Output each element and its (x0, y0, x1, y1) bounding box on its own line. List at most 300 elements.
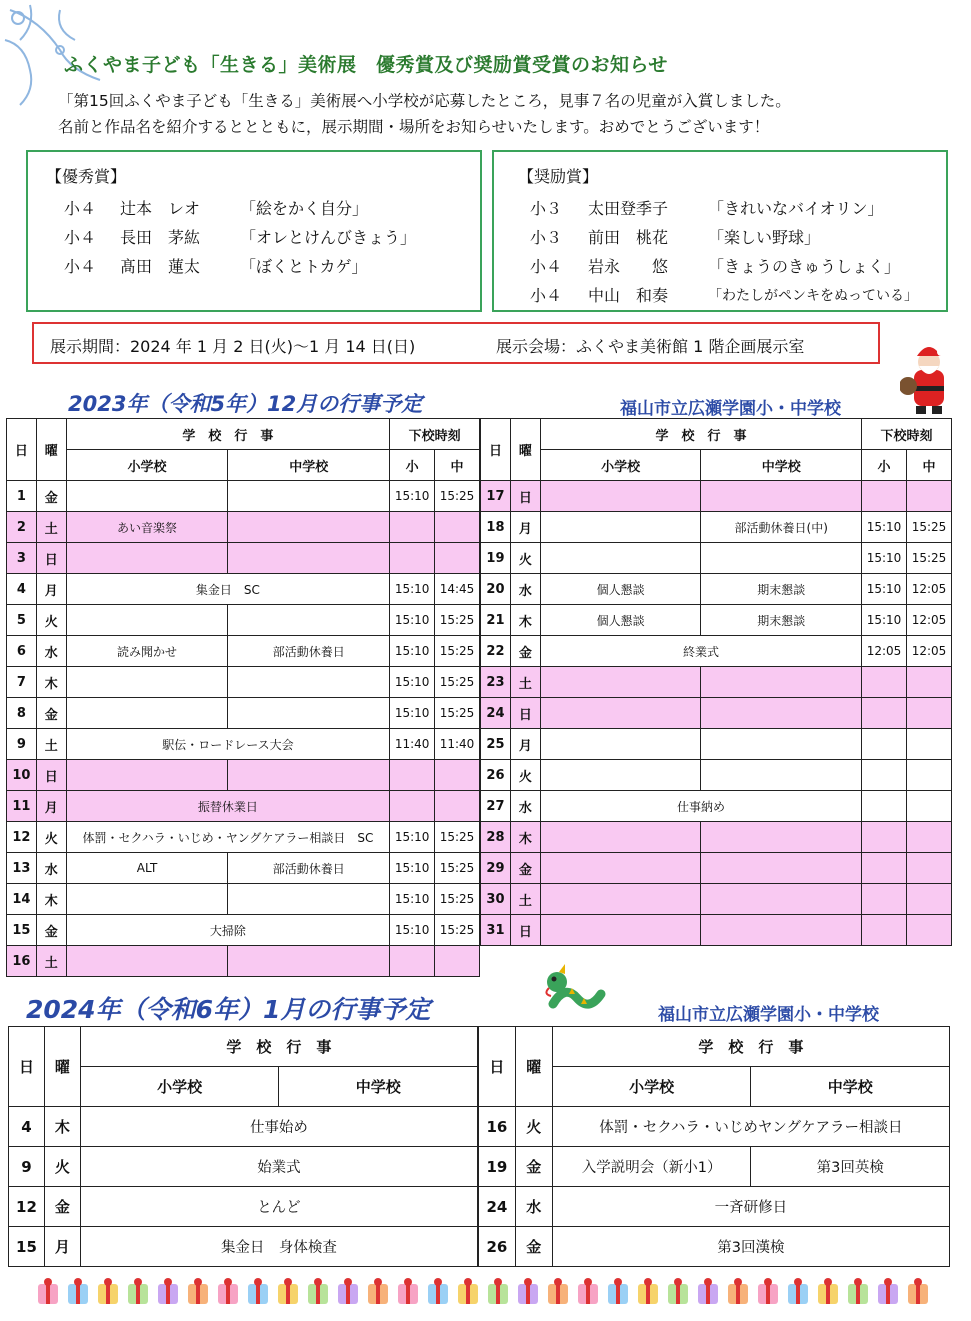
cell-el (66, 760, 228, 791)
table-row (7, 853, 480, 884)
cell-el (66, 667, 228, 698)
cell-t1 (862, 698, 907, 729)
cell-el (540, 543, 701, 574)
cell-span: とんど (80, 1187, 477, 1227)
cell-t1 (862, 791, 907, 822)
elementary-header: 小学校 (540, 450, 701, 481)
gift-box-icon (368, 1278, 388, 1304)
cell-span: 駅伝・ロードレース大会 (66, 729, 390, 760)
cell-d: 8 (7, 698, 37, 729)
cell-d: 15 (9, 1227, 45, 1267)
gift-box-icon (98, 1278, 118, 1304)
cell-el: あい音楽祭 (66, 512, 228, 543)
table-row (7, 884, 480, 915)
cell-t1: 15:10 (390, 574, 435, 605)
gift-box-icon (398, 1278, 418, 1304)
cell-t2 (907, 481, 952, 512)
cell-t2 (435, 760, 480, 791)
table-row (479, 1147, 950, 1187)
exhibition-period: 展示期間：2024 年 1 月 2 日(火)～1 月 14 日(日) (50, 337, 416, 356)
cell-t2 (435, 512, 480, 543)
cell-t1 (862, 481, 907, 512)
cell-t2: 12:05 (907, 574, 952, 605)
award-work: 「ぼくとトカゲ」 (240, 257, 368, 276)
award-name: 長田 茅紘 (120, 228, 201, 247)
table-row (7, 760, 480, 791)
junior-header: 中学校 (279, 1067, 478, 1107)
cell-w: 日 (36, 760, 66, 791)
cell-d: 12 (9, 1187, 45, 1227)
cell-t2 (435, 946, 480, 977)
cell-t2 (907, 791, 952, 822)
dismissal-jr-header: 中 (435, 450, 480, 481)
award-name: 前田 桃花 (588, 228, 669, 247)
cell-w: 月 (44, 1227, 80, 1267)
encouragement-award-box (492, 150, 948, 312)
day-header: 日 (7, 419, 37, 481)
elementary-header: 小学校 (552, 1067, 751, 1107)
cell-d: 25 (481, 729, 511, 760)
cell-d: 29 (481, 853, 511, 884)
gift-box-icon (668, 1278, 688, 1304)
january-table-left (8, 1026, 478, 1267)
weekday-header: 曜 (510, 419, 540, 481)
cell-w: 金 (510, 636, 540, 667)
cell-jr (228, 760, 390, 791)
cell-jr (228, 605, 390, 636)
cell-jr (701, 729, 862, 760)
dismissal-el-header: 小 (390, 450, 435, 481)
cell-d: 24 (479, 1187, 516, 1227)
dismissal-el-header: 小 (862, 450, 907, 481)
cell-t2: 15:25 (435, 698, 480, 729)
cell-t2: 15:25 (435, 636, 480, 667)
gift-box-icon (518, 1278, 538, 1304)
table-row (9, 1187, 478, 1227)
cell-t1 (862, 853, 907, 884)
gift-box-icon (728, 1278, 748, 1304)
intro-text (58, 88, 791, 140)
cell-jr: 期末懇談 (701, 574, 862, 605)
table-row (7, 512, 480, 543)
cell-d: 4 (9, 1107, 45, 1147)
table-row (7, 605, 480, 636)
cell-jr: 部活動休養日 (228, 853, 390, 884)
cell-w: 土 (36, 512, 66, 543)
cell-jr (228, 884, 390, 915)
cell-t1: 15:10 (390, 853, 435, 884)
cell-el (540, 853, 701, 884)
cell-d: 23 (481, 667, 511, 698)
cell-t1 (390, 791, 435, 822)
award-name: 太田登季子 (588, 199, 669, 218)
cell-el (66, 605, 228, 636)
cell-span: 体罰・セクハラ・いじめ・ヤングケアラー相談日 SC (66, 822, 390, 853)
cell-el (66, 481, 228, 512)
cell-t1: 15:10 (390, 636, 435, 667)
cell-t2: 12:05 (907, 636, 952, 667)
award-work: 「楽しい野球」 (708, 228, 821, 247)
cell-jr: 期末懇談 (701, 605, 862, 636)
gift-box-icon (188, 1278, 208, 1304)
cell-el (540, 698, 701, 729)
cell-t2: 12:05 (907, 605, 952, 636)
table-row (7, 667, 480, 698)
cell-t2 (907, 853, 952, 884)
cell-el (540, 512, 701, 543)
cell-t2 (907, 760, 952, 791)
gift-box-icon (308, 1278, 328, 1304)
cell-jr (228, 667, 390, 698)
cell-t2 (435, 791, 480, 822)
cell-span: 体罰・セクハラ・いじめヤングケアラー相談日 (552, 1107, 949, 1147)
cell-d: 19 (479, 1147, 516, 1187)
cell-w: 火 (515, 1107, 552, 1147)
gift-box-icon (638, 1278, 658, 1304)
table-row (481, 853, 952, 884)
cell-d: 3 (7, 543, 37, 574)
dismissal-header: 下校時刻 (390, 419, 480, 450)
cell-span: 一斉研修日 (552, 1187, 949, 1227)
cell-el (540, 667, 701, 698)
cell-t1: 15:10 (862, 605, 907, 636)
cell-d: 5 (7, 605, 37, 636)
cell-t1: 15:10 (390, 915, 435, 946)
cell-w: 金 (44, 1187, 80, 1227)
gift-box-icon (458, 1278, 478, 1304)
cell-d: 24 (481, 698, 511, 729)
cell-jr (701, 698, 862, 729)
january-table-right (478, 1026, 950, 1267)
cell-w: 月 (510, 512, 540, 543)
gift-box-icon (788, 1278, 808, 1304)
award-grade: 小３ (530, 199, 563, 218)
table-row (479, 1107, 950, 1147)
table-row (479, 1187, 950, 1227)
cell-d: 16 (479, 1107, 516, 1147)
cell-t2 (907, 729, 952, 760)
table-row (7, 574, 480, 605)
cell-w: 木 (510, 605, 540, 636)
cell-t2 (907, 667, 952, 698)
table-row (9, 1227, 478, 1267)
cell-w: 金 (36, 915, 66, 946)
cell-d: 12 (7, 822, 37, 853)
cell-jr: 部活動休養日 (228, 636, 390, 667)
cell-jr (701, 822, 862, 853)
cell-w: 月 (36, 574, 66, 605)
junior-header: 中学校 (228, 450, 390, 481)
cell-d: 19 (481, 543, 511, 574)
cell-t2: 15:25 (907, 543, 952, 574)
cell-el (66, 946, 228, 977)
cell-d: 2 (7, 512, 37, 543)
table-row (481, 605, 952, 636)
cell-w: 日 (510, 481, 540, 512)
table-row (481, 667, 952, 698)
events-header: 学 校 行 事 (80, 1027, 477, 1067)
cell-d: 16 (7, 946, 37, 977)
cell-t1: 15:10 (390, 667, 435, 698)
cell-t2: 15:25 (435, 884, 480, 915)
cell-w: 水 (36, 853, 66, 884)
cell-t2: 11:40 (435, 729, 480, 760)
cell-w: 土 (510, 884, 540, 915)
cell-w: 日 (510, 698, 540, 729)
intro-line: 名前と作品名を紹介するととともに，展示期間・場所をお知らせいたします。おめでとうございます！ (58, 118, 770, 136)
cell-w: 土 (510, 667, 540, 698)
cell-d: 1 (7, 481, 37, 512)
cell-span: 仕事始め (80, 1107, 477, 1147)
day-header: 日 (481, 419, 511, 481)
gift-box-icon (128, 1278, 148, 1304)
cell-el (66, 543, 228, 574)
cell-w: 金 (510, 853, 540, 884)
table-row (7, 729, 480, 760)
cell-el: 入学説明会（新小1） (552, 1147, 751, 1187)
cell-el (540, 729, 701, 760)
cell-d: 13 (7, 853, 37, 884)
cell-t1 (862, 760, 907, 791)
cell-d: 21 (481, 605, 511, 636)
cell-w: 日 (36, 543, 66, 574)
award-work: 「オレとけんびきょう」 (240, 228, 417, 247)
award-work: 「きょうのきゅうしょく」 (708, 257, 901, 276)
cell-t1 (390, 543, 435, 574)
cell-d: 7 (7, 667, 37, 698)
table-row (481, 760, 952, 791)
cell-span: 集金日 身体検査 (80, 1227, 477, 1267)
elementary-header: 小学校 (80, 1067, 279, 1107)
cell-w: 水 (510, 791, 540, 822)
excellent-award-box (26, 150, 482, 312)
cell-jr (228, 543, 390, 574)
table-row (481, 884, 952, 915)
cell-el (540, 915, 701, 946)
cell-el: 個人懇談 (540, 574, 701, 605)
cell-d: 31 (481, 915, 511, 946)
cell-t1: 15:10 (390, 884, 435, 915)
cell-span: 大掃除 (66, 915, 390, 946)
table-row (481, 543, 952, 574)
cell-d: 28 (481, 822, 511, 853)
table-row (481, 791, 952, 822)
cell-w: 火 (36, 822, 66, 853)
gift-border-icon (34, 1276, 934, 1308)
cell-w: 金 (515, 1227, 552, 1267)
cell-t2: 15:25 (435, 915, 480, 946)
elementary-header: 小学校 (66, 450, 228, 481)
cell-w: 水 (36, 636, 66, 667)
cell-t1 (390, 946, 435, 977)
award-name: 髙田 蓮太 (120, 257, 201, 276)
gift-box-icon (428, 1278, 448, 1304)
events-header: 学 校 行 事 (552, 1027, 949, 1067)
cell-w: 金 (36, 481, 66, 512)
cell-d: 18 (481, 512, 511, 543)
exhibition-info-box (32, 322, 880, 364)
cell-span: 第3回漢検 (552, 1227, 949, 1267)
award-work: 「わたしがペンキをぬっている」 (708, 288, 918, 304)
cell-el (66, 698, 228, 729)
cell-d: 26 (481, 760, 511, 791)
table-row (481, 698, 952, 729)
gift-box-icon (338, 1278, 358, 1304)
cell-t2 (435, 543, 480, 574)
cell-t2 (907, 884, 952, 915)
cell-t1: 15:10 (862, 512, 907, 543)
table-row (7, 698, 480, 729)
cell-el: 個人懇談 (540, 605, 701, 636)
december-title: 2023年（令和5年）12月の行事予定 (68, 392, 423, 416)
cell-w: 金 (515, 1147, 552, 1187)
junior-header: 中学校 (701, 450, 862, 481)
december-table-right (480, 418, 952, 946)
cell-w: 火 (510, 760, 540, 791)
cell-w: 土 (36, 729, 66, 760)
intro-line: 「第15回ふくやま子ども「生きる」美術展へ小学校が応募したところ，見事７名の児童が入賞しました。 (58, 92, 791, 110)
january-school-name: 福山市立広瀬学園小・中学校 (658, 1005, 879, 1025)
gift-box-icon (38, 1278, 58, 1304)
cell-t2: 15:25 (435, 605, 480, 636)
cell-span: 終業式 (540, 636, 861, 667)
award-grade: 小４ (64, 228, 97, 247)
cell-d: 10 (7, 760, 37, 791)
cell-t2 (907, 822, 952, 853)
cell-t1 (390, 512, 435, 543)
cell-w: 木 (36, 884, 66, 915)
gift-box-icon (68, 1278, 88, 1304)
cell-el (540, 822, 701, 853)
cell-w: 木 (510, 822, 540, 853)
cell-d: 11 (7, 791, 37, 822)
page-title: ふくやま子ども「生きる」美術展 優秀賞及び奨励賞受賞のお知らせ (64, 54, 668, 76)
cell-t1: 15:10 (862, 543, 907, 574)
table-row (7, 636, 480, 667)
gift-box-icon (218, 1278, 238, 1304)
cell-d: 9 (7, 729, 37, 760)
cell-span: 集金日 SC (66, 574, 390, 605)
gift-box-icon (848, 1278, 868, 1304)
table-row (7, 822, 480, 853)
cell-d: 27 (481, 791, 511, 822)
gift-box-icon (578, 1278, 598, 1304)
cell-d: 4 (7, 574, 37, 605)
cell-w: 火 (44, 1147, 80, 1187)
award-name: 辻本 レオ (120, 199, 201, 218)
table-row (481, 574, 952, 605)
award-grade: 小４ (530, 286, 563, 305)
cell-d: 17 (481, 481, 511, 512)
award-work: 「きれいなバイオリン」 (708, 199, 884, 218)
cell-t1 (862, 915, 907, 946)
gift-box-icon (818, 1278, 838, 1304)
table-row (9, 1107, 478, 1147)
cell-jr (701, 481, 862, 512)
cell-t2 (907, 915, 952, 946)
table-row (7, 946, 480, 977)
weekday-header: 曜 (44, 1027, 80, 1107)
table-row (7, 481, 480, 512)
cell-t1 (862, 822, 907, 853)
december-table-left (6, 418, 480, 977)
cell-t2: 14:45 (435, 574, 480, 605)
cell-w: 木 (36, 667, 66, 698)
cell-span: 振替休業日 (66, 791, 390, 822)
day-header: 日 (479, 1027, 516, 1107)
cell-t1 (862, 884, 907, 915)
award-grade: 小４ (64, 257, 97, 276)
weekday-header: 曜 (36, 419, 66, 481)
gift-box-icon (608, 1278, 628, 1304)
cell-d: 20 (481, 574, 511, 605)
gift-box-icon (278, 1278, 298, 1304)
gift-box-icon (878, 1278, 898, 1304)
gift-box-icon (488, 1278, 508, 1304)
day-header: 日 (9, 1027, 45, 1107)
table-row (9, 1147, 478, 1187)
award-grade: 小３ (530, 228, 563, 247)
cell-w: 金 (36, 698, 66, 729)
cell-t2: 15:25 (907, 512, 952, 543)
table-row (481, 512, 952, 543)
events-header: 学 校 行 事 (540, 419, 861, 450)
cell-w: 火 (510, 543, 540, 574)
gift-box-icon (698, 1278, 718, 1304)
cell-t2: 15:25 (435, 481, 480, 512)
cell-t1: 11:40 (390, 729, 435, 760)
cell-el (540, 760, 701, 791)
table-row (7, 915, 480, 946)
dragon-icon (545, 964, 609, 1020)
award-grade: 小４ (64, 199, 97, 218)
cell-jr: 第3回英検 (751, 1147, 950, 1187)
award-grade: 小４ (530, 257, 563, 276)
table-row (481, 481, 952, 512)
gift-box-icon (758, 1278, 778, 1304)
cell-w: 水 (515, 1187, 552, 1227)
cell-w: 日 (510, 915, 540, 946)
cell-el (66, 884, 228, 915)
cell-jr (228, 512, 390, 543)
cell-jr (701, 543, 862, 574)
cell-el (540, 481, 701, 512)
cell-jr (701, 884, 862, 915)
cell-el (540, 884, 701, 915)
cell-span: 始業式 (80, 1147, 477, 1187)
gift-box-icon (248, 1278, 268, 1304)
cell-t1: 15:10 (390, 822, 435, 853)
cell-d: 9 (9, 1147, 45, 1187)
table-row (7, 543, 480, 574)
cell-w: 水 (510, 574, 540, 605)
cell-jr (228, 481, 390, 512)
junior-header: 中学校 (751, 1067, 950, 1107)
santa-icon (900, 342, 956, 416)
cell-t1 (862, 667, 907, 698)
cell-w: 木 (44, 1107, 80, 1147)
exhibition-venue: 展示会場：ふくやま美術館 1 階企画展示室 (496, 337, 805, 356)
cell-t1 (390, 760, 435, 791)
award-name: 中山 和奏 (588, 286, 669, 305)
cell-jr (228, 698, 390, 729)
table-row (481, 915, 952, 946)
cell-jr: 部活動休養日(中) (701, 512, 862, 543)
cell-d: 26 (479, 1227, 516, 1267)
gift-box-icon (908, 1278, 928, 1304)
cell-jr (701, 760, 862, 791)
dismissal-jr-header: 中 (907, 450, 952, 481)
